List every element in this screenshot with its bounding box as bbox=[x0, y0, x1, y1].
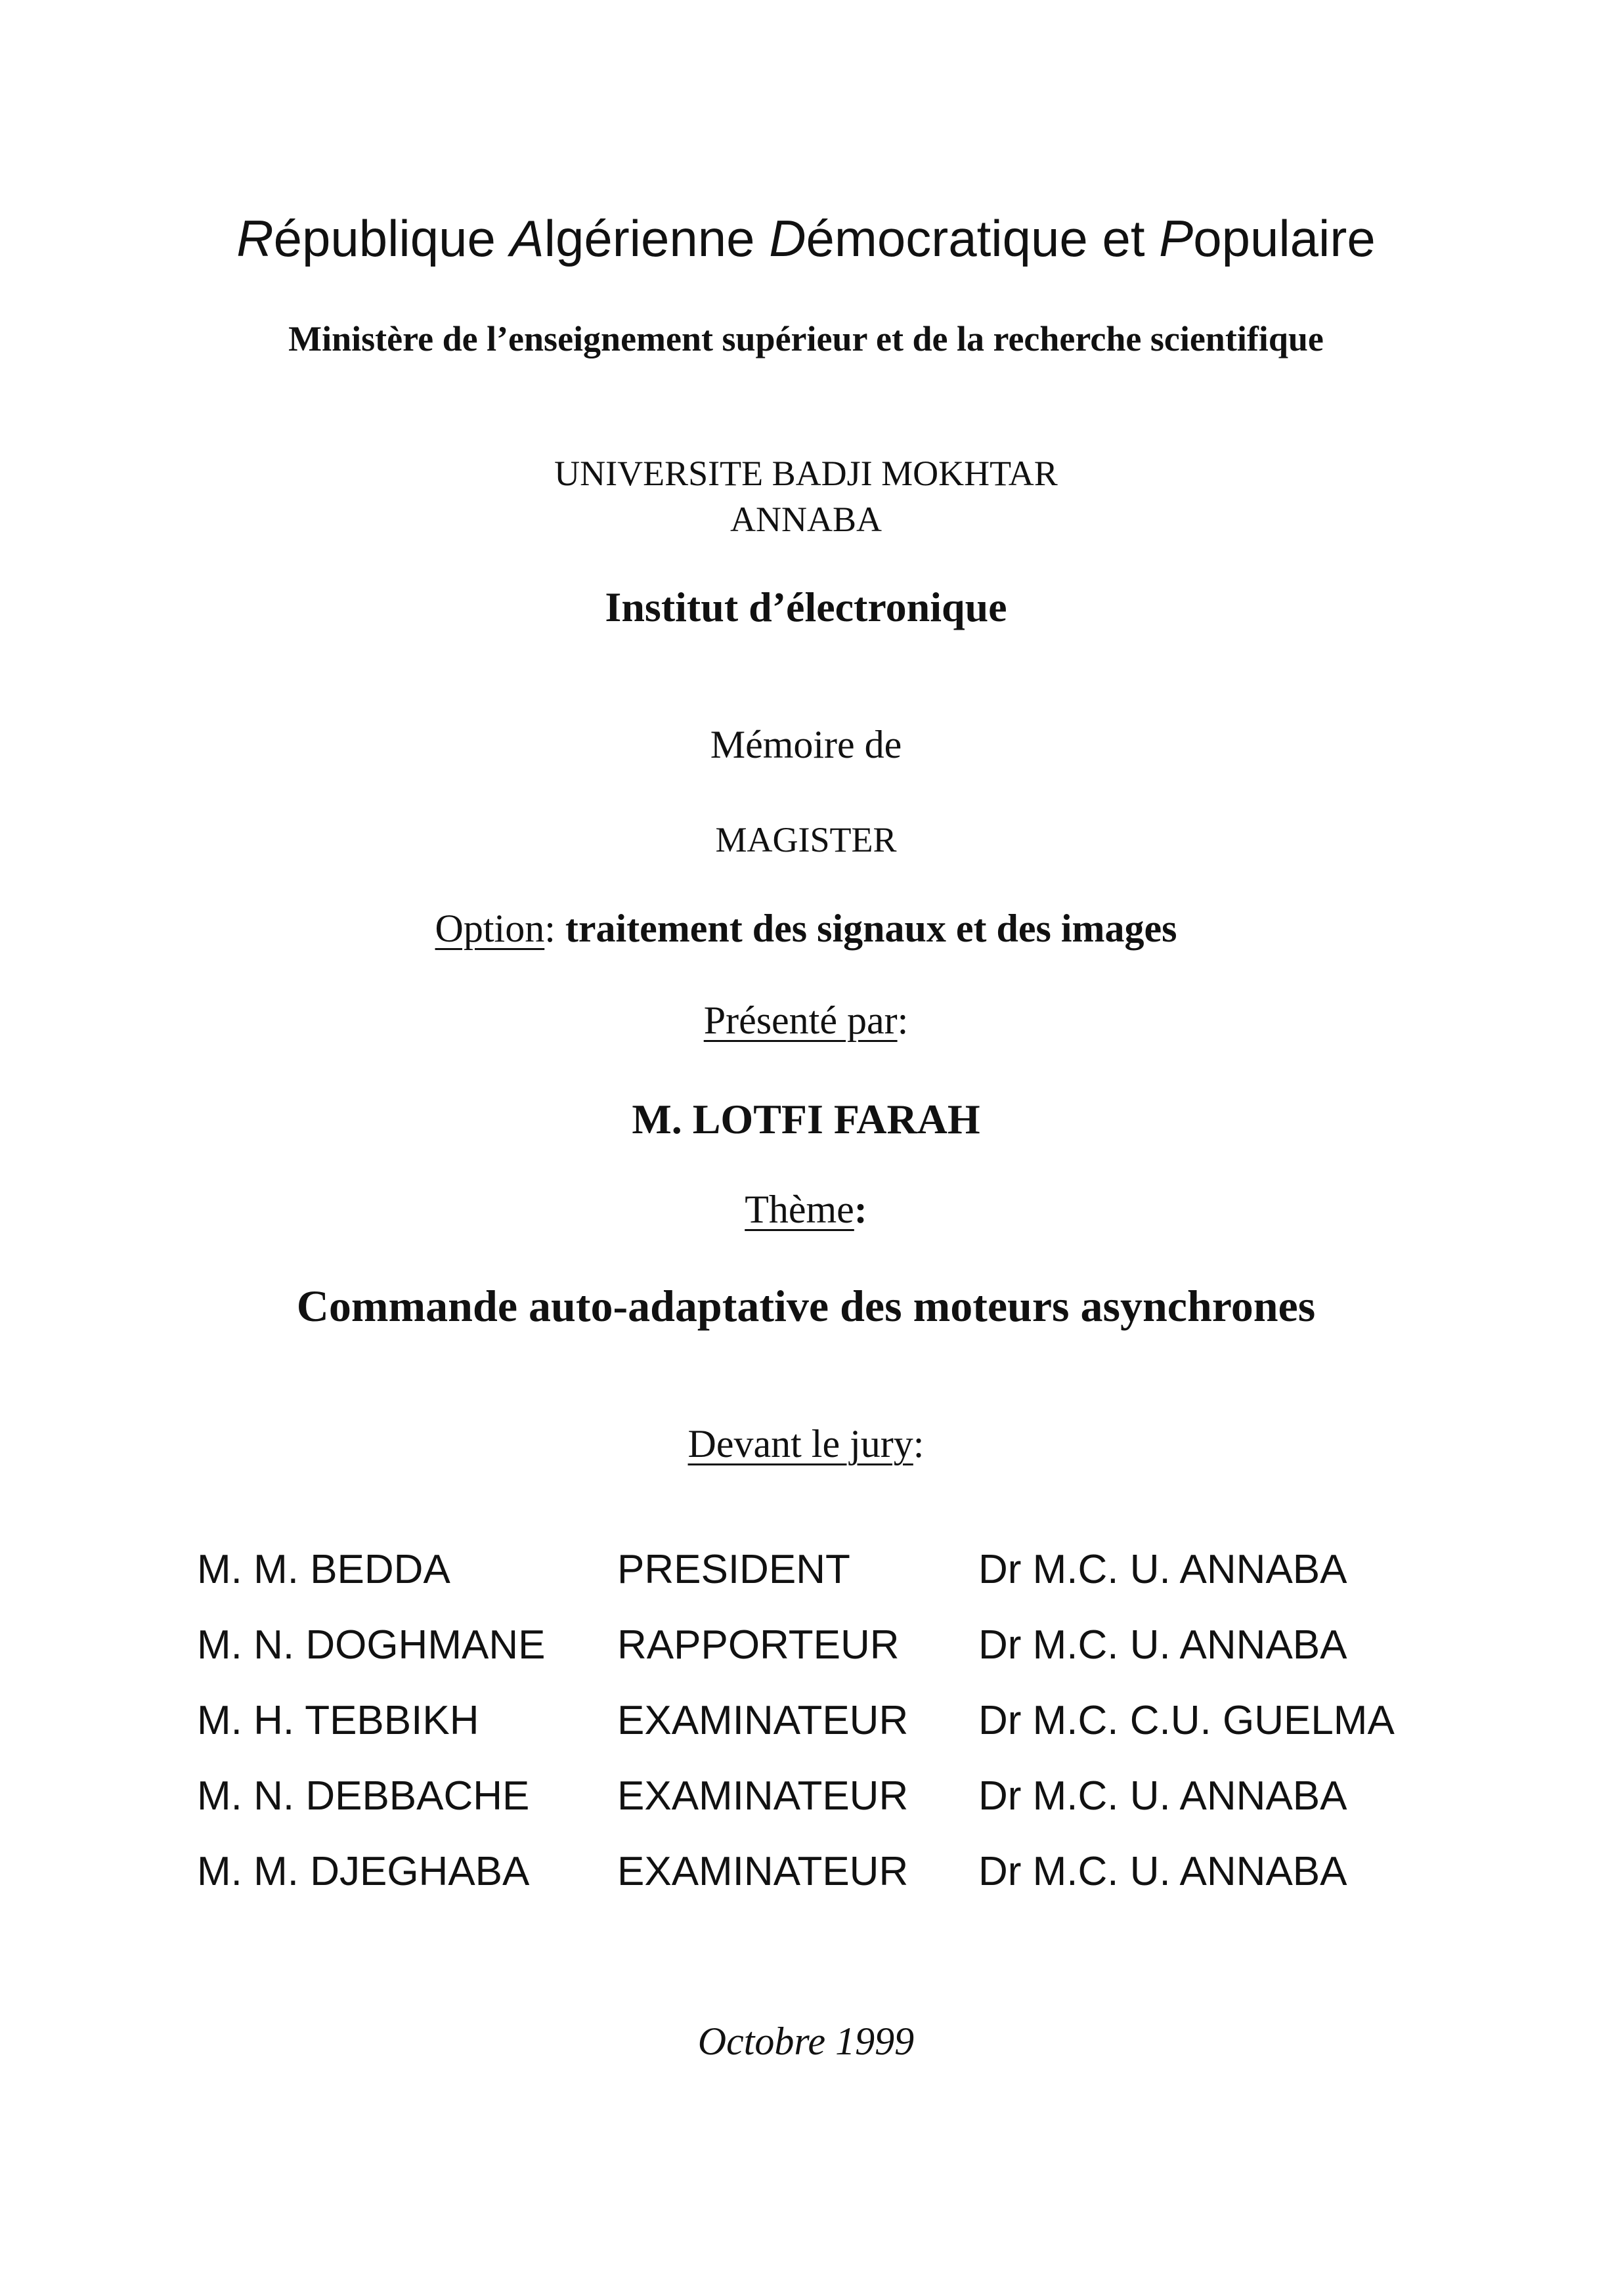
jury-member-role: RAPPORTEUR bbox=[617, 1622, 900, 1668]
republique-cap-d: D bbox=[769, 209, 806, 267]
jury-member-name: M. M. BEDDA bbox=[197, 1547, 450, 1592]
jury-label: Devant le jury bbox=[687, 1422, 913, 1465]
jury-member-role: PRESIDENT bbox=[617, 1547, 850, 1592]
option-line bbox=[0, 906, 1612, 951]
jury-member-name: M. N. DOGHMANE bbox=[197, 1622, 546, 1668]
option-value: traitement des signaux et des images bbox=[565, 907, 1177, 950]
jury-member-name: M. M. DJEGHABA bbox=[197, 1849, 530, 1894]
presented-by-line bbox=[0, 998, 1612, 1043]
thesis-title: Commande auto-adaptative des moteurs asynchrones bbox=[296, 1281, 1316, 1331]
republique-rest-r: épublique bbox=[273, 209, 510, 267]
jury-member-grade: Dr M.C. U. ANNABA bbox=[978, 1849, 1347, 1894]
jury-member-grade: Dr M.C. U. ANNABA bbox=[978, 1547, 1347, 1592]
jury-member-name: M. H. TEBBIKH bbox=[197, 1698, 479, 1743]
option-label: Option bbox=[435, 907, 545, 950]
jury-member-name: M. N. DEBBACHE bbox=[197, 1773, 530, 1819]
presented-by-label: Présenté par bbox=[703, 999, 898, 1042]
jury-row bbox=[197, 1697, 1484, 1773]
republique-cap-a: A bbox=[510, 209, 544, 267]
degree-name: MAGISTER bbox=[715, 820, 897, 859]
university-name: UNIVERSITE BADJI MOKHTAR bbox=[554, 454, 1058, 493]
theme-line bbox=[0, 1187, 1612, 1232]
republique-rest-a: lgérienne bbox=[544, 209, 770, 267]
institute-name: Institut d’électronique bbox=[605, 584, 1007, 630]
jury-member-role: EXAMINATEUR bbox=[617, 1773, 909, 1819]
author-name: M. LOTFI FARAH bbox=[632, 1096, 980, 1142]
jury-row bbox=[197, 1848, 1484, 1924]
republique-cap-p: P bbox=[1159, 209, 1194, 267]
presented-by-separator: : bbox=[897, 999, 909, 1042]
jury-row bbox=[197, 1622, 1484, 1697]
jury-member-role: EXAMINATEUR bbox=[617, 1698, 909, 1743]
option-separator: : bbox=[544, 907, 565, 950]
republique-heading bbox=[0, 209, 1612, 269]
jury-table bbox=[197, 1546, 1484, 1924]
university-city: ANNABA bbox=[730, 500, 882, 539]
jury-member-grade: Dr M.C. U. ANNABA bbox=[978, 1622, 1347, 1668]
jury-row bbox=[197, 1773, 1484, 1848]
republique-rest-p: opulaire bbox=[1193, 209, 1376, 267]
republique-rest-d: émocratique et bbox=[806, 209, 1160, 267]
jury-separator: : bbox=[913, 1422, 925, 1465]
jury-heading bbox=[0, 1421, 1612, 1467]
university-block bbox=[0, 450, 1612, 542]
theme-separator: : bbox=[854, 1188, 867, 1231]
jury-row bbox=[197, 1546, 1484, 1622]
theme-label: Thème bbox=[745, 1188, 854, 1231]
jury-member-grade: Dr M.C. C.U. GUELMA bbox=[978, 1698, 1395, 1743]
defense-date: Octobre 1999 bbox=[697, 2020, 915, 2063]
republique-cap-r: R bbox=[236, 209, 274, 267]
memoire-label: Mémoire de bbox=[710, 723, 902, 766]
jury-member-role: EXAMINATEUR bbox=[617, 1849, 909, 1894]
ministere-line: Ministère de l’enseignement supérieur et de la recherche scientifique bbox=[288, 319, 1324, 358]
jury-member-grade: Dr M.C. U. ANNABA bbox=[978, 1773, 1347, 1819]
